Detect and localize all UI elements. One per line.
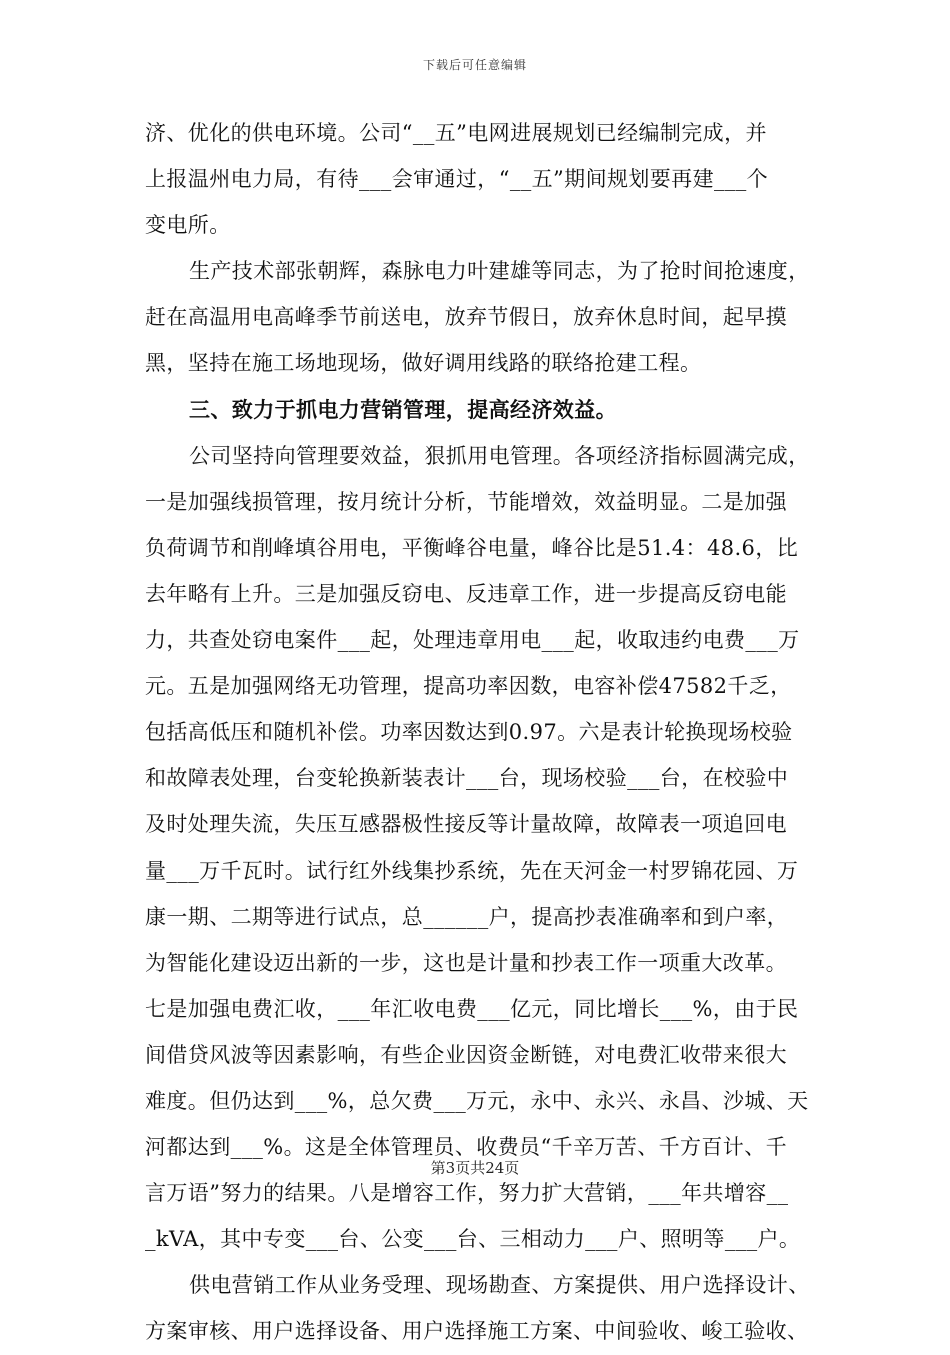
text-line: 包括高低压和随机补偿。功率因数达到0.97。六是表计轮换现场校验 xyxy=(145,720,793,745)
page-header: 下载后可任意编辑 xyxy=(422,58,527,72)
section-heading: 三、致力于抓电力营销管理，提高经济效益。 xyxy=(189,396,617,422)
text-line: 供电营销工作从业务受理、现场勘查、方案提供、用户选择设计、 xyxy=(189,1273,810,1298)
text-line: 赶在高温用电高峰季节前送电，放弃节假日，放弃休息时间，起早摸 xyxy=(145,305,787,330)
page-footer: 第3页共24页 xyxy=(430,1159,520,1177)
text-line: 为智能化建设迈出新的一步，这也是计量和抄表工作一项重大改革。 xyxy=(145,950,787,975)
text-line: 康一期、二期等进行试点，总______户，提高抄表准确率和到户率， xyxy=(145,904,789,929)
text-line: 济、优化的供电环境。公司“__五”电网进展规划已经编制完成，并 xyxy=(145,121,767,145)
text-line: 河都达到___%。这是全体管理员、收费员“千辛万苦、千方百计、千 xyxy=(145,1135,787,1160)
text-line: 负荷调节和削峰填谷用电，平衡峰谷电量，峰谷比是51.4：48.6，比 xyxy=(145,535,799,560)
text-line: 七是加强电费汇收，___年汇收电费___亿元，同比增长___%，由于民 xyxy=(145,996,799,1021)
text-line: 方案审核、用户选择设备、用户选择施工方案、中间验收、峻工验收、 xyxy=(145,1319,809,1344)
text-line: 量___万千瓦时。试行红外线集抄系统，先在天河金一村罗锦花园、万 xyxy=(145,858,799,883)
text-line: 公司坚持向管理要效益，狠抓用电管理。各项经济指标圆满完成， xyxy=(189,443,810,468)
text-line: 一是加强线损管理，按月统计分析，节能增效，效益明显。二是加强 xyxy=(145,489,787,514)
text-line: 去年略有上升。三是加强反窃电、反违章工作，进一步提高反窃电能 xyxy=(145,581,787,606)
text-line: 变电所。 xyxy=(145,213,231,238)
text-line: 和故障表处理，台变轮换新装表计___台，现场校验___台，在校验中 xyxy=(145,766,789,791)
text-line: 元。五是加强网络无功管理，提高功率因数，电容补偿47582千乏， xyxy=(145,674,792,699)
text-line: 难度。但仍达到___%，总欠费___万元，永中、永兴、永昌、沙城、天 xyxy=(145,1088,809,1113)
text-line: 力，共查处窃电案件___起，处理违章用电___起，收取违约电费___万 xyxy=(145,628,800,653)
text-line: 上报温州电力局，有待___会审通过，“__五”期间规划要再建___个 xyxy=(145,167,769,192)
text-line: 间借贷风波等因素影响，有些企业因资金断链，对电费汇收带来很大 xyxy=(145,1042,787,1067)
text-line: 生产技术部张朝辉，森脉电力叶建雄等同志，为了抢时间抢速度， xyxy=(189,259,810,284)
text-line: 及时处理失流，失压互感器极性接反等计量故障，故障表一项追回电 xyxy=(145,812,787,837)
text-line: _kVA，其中专变___台、公变___台、三相动力___户、照明等___户。 xyxy=(145,1227,801,1252)
text-line: 言万语”努力的结果。八是增容工作，努力扩大营销，___年共增容__ xyxy=(145,1181,789,1206)
text-line: 黑，坚持在施工场地现场，做好调用线路的联络抢建工程。 xyxy=(145,351,702,376)
